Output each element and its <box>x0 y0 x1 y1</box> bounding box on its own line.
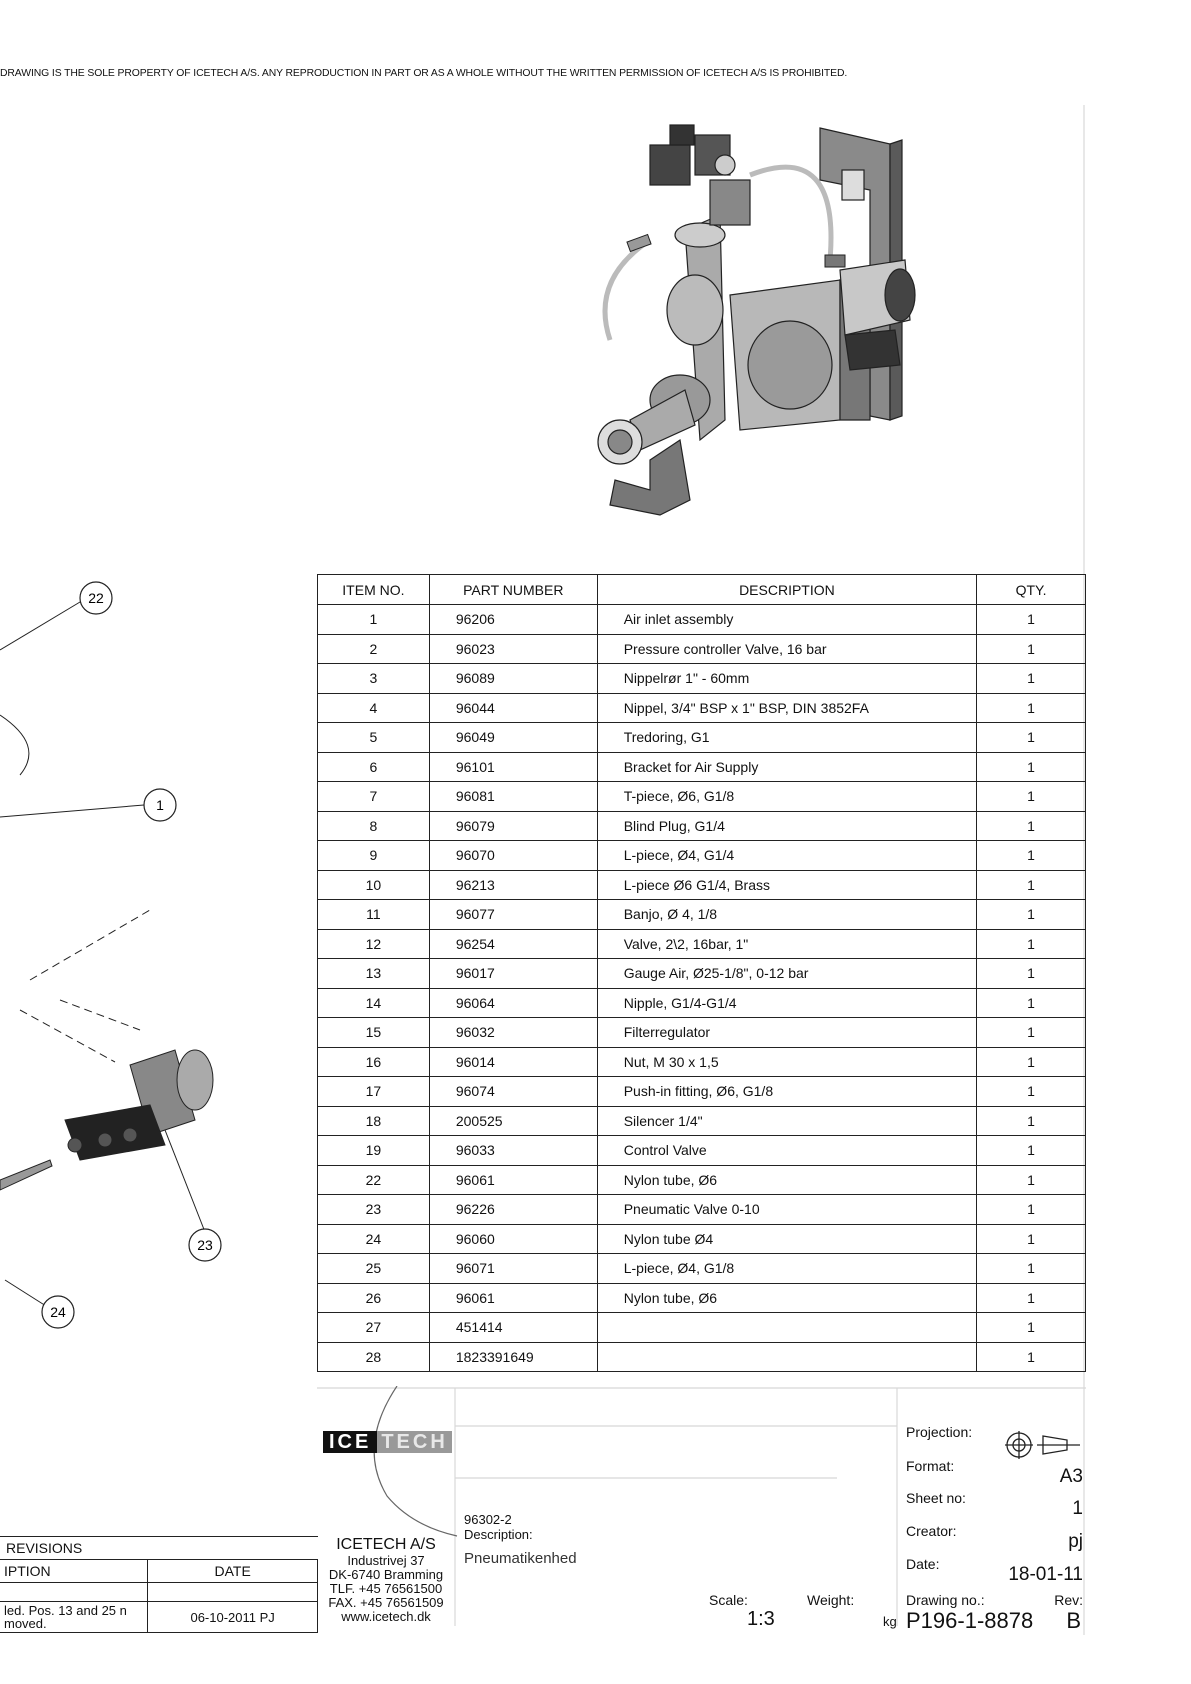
bom-qty: 1 <box>977 1106 1086 1136</box>
bom-qty: 1 <box>977 1136 1086 1166</box>
bom-item-no: 11 <box>318 900 430 930</box>
bom-part-number: 96032 <box>429 1018 597 1048</box>
bom-row <box>318 1254 1086 1284</box>
bom-row <box>318 870 1086 900</box>
bom-item-no: 16 <box>318 1047 430 1077</box>
copyright-notice: DRAWING IS THE SOLE PROPERTY OF ICETECH A/S. ANY REPRODUCTION IN PART OR AS A WHOLE WITHOUT THE WRITTEN PERMISSION OF ICETECH A/S IS PROHIBITED. <box>0 68 848 79</box>
bom-description: Banjo, Ø 4, 1/8 <box>597 900 976 930</box>
bom-item-no: 9 <box>318 841 430 871</box>
bom-row <box>318 1165 1086 1195</box>
bom-part-number: 96101 <box>429 752 597 782</box>
date-value: 18-01-11 <box>1008 1564 1083 1585</box>
bom-row <box>318 959 1086 989</box>
balloon-23 <box>189 1229 221 1261</box>
header-part-number: PART NUMBER <box>429 575 597 605</box>
bom-part-number: 96023 <box>429 634 597 664</box>
logo-ice: ICE <box>323 1431 377 1453</box>
bom-qty: 1 <box>977 634 1086 664</box>
bom-part-number: 200525 <box>429 1106 597 1136</box>
revision-entry-date: 06-10-2011 PJ <box>148 1602 318 1633</box>
bom-item-no: 28 <box>318 1342 430 1372</box>
fax-number: FAX. +45 76561509 <box>328 1595 444 1610</box>
drawing-number-label: Drawing no.: <box>906 1592 985 1608</box>
bom-qty: 1 <box>977 870 1086 900</box>
bom-part-number: 96081 <box>429 782 597 812</box>
bom-description: Push-in fitting, Ø6, G1/8 <box>597 1077 976 1107</box>
balloon-callouts <box>0 560 320 1380</box>
bom-description: Nylon tube, Ø6 <box>597 1283 976 1313</box>
bom-item-no: 22 <box>318 1165 430 1195</box>
balloon-22 <box>80 582 112 614</box>
bom-qty: 1 <box>977 1342 1086 1372</box>
scale-label: Scale: <box>709 1592 748 1608</box>
bom-qty: 1 <box>977 959 1086 989</box>
balloon-1 <box>144 789 176 821</box>
bom-description: Blind Plug, G1/4 <box>597 811 976 841</box>
bom-item-no: 18 <box>318 1106 430 1136</box>
header-qty: QTY. <box>977 575 1086 605</box>
bom-description: T-piece, Ø6, G1/8 <box>597 782 976 812</box>
bom-description: L-piece, Ø4, G1/8 <box>597 1254 976 1284</box>
bom-row <box>318 693 1086 723</box>
bom-qty: 1 <box>977 1195 1086 1225</box>
bom-row <box>318 900 1086 930</box>
bom-qty: 1 <box>977 1254 1086 1284</box>
bom-item-no: 3 <box>318 664 430 694</box>
bom-header-row <box>318 575 1086 605</box>
bom-part-number: 96206 <box>429 605 597 635</box>
bom-item-no: 14 <box>318 988 430 1018</box>
bom-item-no: 4 <box>318 693 430 723</box>
bom-qty: 1 <box>977 782 1086 812</box>
bom-description: Valve, 2\2, 16bar, 1" <box>597 929 976 959</box>
phone-number: TLF. +45 76561500 <box>329 1581 443 1596</box>
projection-label: Projection: <box>906 1424 973 1440</box>
bom-part-number: 96060 <box>429 1224 597 1254</box>
revisions-col-description: IPTION <box>0 1560 148 1583</box>
bom-part-number: 96049 <box>429 723 597 753</box>
bom-description <box>597 1313 976 1343</box>
address-line-2: DK-6740 Bramming <box>328 1567 444 1582</box>
bom-item-no: 23 <box>318 1195 430 1225</box>
bom-item-no: 10 <box>318 870 430 900</box>
bom-qty: 1 <box>977 929 1086 959</box>
bom-item-no: 1 <box>318 605 430 635</box>
bom-qty: 1 <box>977 1165 1086 1195</box>
bom-item-no: 25 <box>318 1254 430 1284</box>
bom-row <box>318 782 1086 812</box>
bom-part-number: 96070 <box>429 841 597 871</box>
bom-row <box>318 1283 1086 1313</box>
svg-text:22: 22 <box>88 590 104 606</box>
creator-value: pj <box>1068 1531 1083 1552</box>
sheet-label: Sheet no: <box>906 1490 966 1506</box>
date-label: Date: <box>906 1556 940 1572</box>
format-label: Format: <box>906 1458 955 1474</box>
bom-description: L-piece Ø6 G1/4, Brass <box>597 870 976 900</box>
first-angle-projection-icon <box>1005 1430 1085 1460</box>
bom-row <box>318 664 1086 694</box>
creator-label: Creator: <box>906 1523 957 1539</box>
bom-part-number: 96071 <box>429 1254 597 1284</box>
bom-item-no: 12 <box>318 929 430 959</box>
bom-row <box>318 988 1086 1018</box>
weight-unit: kg <box>883 1614 897 1629</box>
bom-row <box>318 1136 1086 1166</box>
title-block <box>317 1386 1086 1633</box>
bom-row <box>318 1047 1086 1077</box>
company-address <box>317 1554 455 1624</box>
revision-value: B <box>1066 1608 1081 1633</box>
bom-qty: 1 <box>977 1283 1086 1313</box>
bom-row <box>318 811 1086 841</box>
revisions-title: REVISIONS <box>0 1537 318 1560</box>
bom-row <box>318 605 1086 635</box>
bom-qty: 1 <box>977 1047 1086 1077</box>
drawing-number-value: P196-1-8878 <box>906 1608 1034 1633</box>
bom-description: Nut, M 30 x 1,5 <box>597 1047 976 1077</box>
bom-row <box>318 1224 1086 1254</box>
revisions-col-date: DATE <box>148 1560 318 1583</box>
bom-qty: 1 <box>977 752 1086 782</box>
bom-part-number: 96079 <box>429 811 597 841</box>
bom-part-number: 96226 <box>429 1195 597 1225</box>
revision-entry-description: led. Pos. 13 and 25 n moved. <box>0 1602 148 1633</box>
bom-qty: 1 <box>977 988 1086 1018</box>
balloon-24 <box>42 1296 74 1328</box>
bom-qty: 1 <box>977 841 1086 871</box>
bom-part-number: 451414 <box>429 1313 597 1343</box>
bom-part-number: 96064 <box>429 988 597 1018</box>
bom-description: Nippel, 3/4" BSP x 1" BSP, DIN 3852FA <box>597 693 976 723</box>
header-item-no: ITEM NO. <box>318 575 430 605</box>
bom-description: Pressure controller Valve, 16 bar <box>597 634 976 664</box>
part-number-value: 96302-2 <box>464 1512 512 1527</box>
bom-part-number: 1823391649 <box>429 1342 597 1372</box>
bom-part-number: 96254 <box>429 929 597 959</box>
description-value: Pneumatikenhed <box>464 1550 577 1567</box>
bom-description: Silencer 1/4" <box>597 1106 976 1136</box>
bom-item-no: 17 <box>318 1077 430 1107</box>
bom-part-number: 96017 <box>429 959 597 989</box>
bom-row <box>318 634 1086 664</box>
bom-description: L-piece, Ø4, G1/4 <box>597 841 976 871</box>
bom-part-number: 96033 <box>429 1136 597 1166</box>
bom-description: Control Valve <box>597 1136 976 1166</box>
bom-item-no: 2 <box>318 634 430 664</box>
bom-body <box>318 605 1086 1372</box>
bom-qty: 1 <box>977 811 1086 841</box>
bom-part-number: 96061 <box>429 1165 597 1195</box>
bom-qty: 1 <box>977 1077 1086 1107</box>
bom-description: Bracket for Air Supply <box>597 752 976 782</box>
bom-description: Nylon tube, Ø6 <box>597 1165 976 1195</box>
bom-description: Filterregulator <box>597 1018 976 1048</box>
bom-part-number: 96077 <box>429 900 597 930</box>
bom-qty: 1 <box>977 1313 1086 1343</box>
company-name: ICETECH A/S <box>336 1536 436 1553</box>
bom-description: Pneumatic Valve 0-10 <box>597 1195 976 1225</box>
icetech-logo <box>323 1432 452 1452</box>
weight-label: Weight: <box>807 1592 855 1608</box>
bom-item-no: 5 <box>318 723 430 753</box>
bom-qty: 1 <box>977 1224 1086 1254</box>
bom-description: Nylon tube Ø4 <box>597 1224 976 1254</box>
bom-row <box>318 1195 1086 1225</box>
bom-qty: 1 <box>977 664 1086 694</box>
bom-item-no: 19 <box>318 1136 430 1166</box>
bom-row <box>318 752 1086 782</box>
bom-part-number: 96044 <box>429 693 597 723</box>
bom-item-no: 26 <box>318 1283 430 1313</box>
revisions-table <box>0 1536 318 1633</box>
bom-part-number: 96089 <box>429 664 597 694</box>
bom-item-no: 6 <box>318 752 430 782</box>
bom-description: Nippelrør 1" - 60mm <box>597 664 976 694</box>
bom-row <box>318 1077 1086 1107</box>
bom-row <box>318 1018 1086 1048</box>
header-description: DESCRIPTION <box>597 575 976 605</box>
assembly-isometric-view <box>590 120 990 550</box>
revision-label: Rev: <box>1054 1592 1083 1608</box>
svg-text:24: 24 <box>50 1304 66 1320</box>
format-value: A3 <box>1059 1466 1083 1487</box>
bom-description: Air inlet assembly <box>597 605 976 635</box>
bom-description: Nipple, G1/4-G1/4 <box>597 988 976 1018</box>
website-link: www.icetech.dk <box>341 1609 431 1624</box>
bom-item-no: 27 <box>318 1313 430 1343</box>
scale-value: 1:3 <box>747 1608 775 1630</box>
bom-row <box>318 1342 1086 1372</box>
bom-qty: 1 <box>977 605 1086 635</box>
bom-item-no: 15 <box>318 1018 430 1048</box>
bom-part-number: 96074 <box>429 1077 597 1107</box>
bom-qty: 1 <box>977 900 1086 930</box>
bom-item-no: 24 <box>318 1224 430 1254</box>
bom-description: Tredoring, G1 <box>597 723 976 753</box>
bom-part-number: 96014 <box>429 1047 597 1077</box>
bom-qty: 1 <box>977 693 1086 723</box>
bom-part-number: 96213 <box>429 870 597 900</box>
bom-qty: 1 <box>977 1018 1086 1048</box>
bom-item-no: 7 <box>318 782 430 812</box>
bom-row <box>318 723 1086 753</box>
bom-row <box>318 929 1086 959</box>
bom-description <box>597 1342 976 1372</box>
bom-description: Gauge Air, Ø25-1/8", 0-12 bar <box>597 959 976 989</box>
description-label: Description: <box>464 1527 533 1542</box>
bom-part-number: 96061 <box>429 1283 597 1313</box>
bom-row <box>318 1106 1086 1136</box>
bom-qty: 1 <box>977 723 1086 753</box>
bom-row <box>318 1313 1086 1343</box>
bill-of-materials-table <box>317 574 1086 1372</box>
sheet-value: 1 <box>1072 1498 1083 1519</box>
logo-tech: TECH <box>377 1431 451 1453</box>
bom-row <box>318 841 1086 871</box>
svg-text:1: 1 <box>156 797 164 813</box>
bom-item-no: 13 <box>318 959 430 989</box>
bom-item-no: 8 <box>318 811 430 841</box>
svg-text:23: 23 <box>197 1237 213 1253</box>
address-line-1: Industrivej 37 <box>347 1553 425 1568</box>
